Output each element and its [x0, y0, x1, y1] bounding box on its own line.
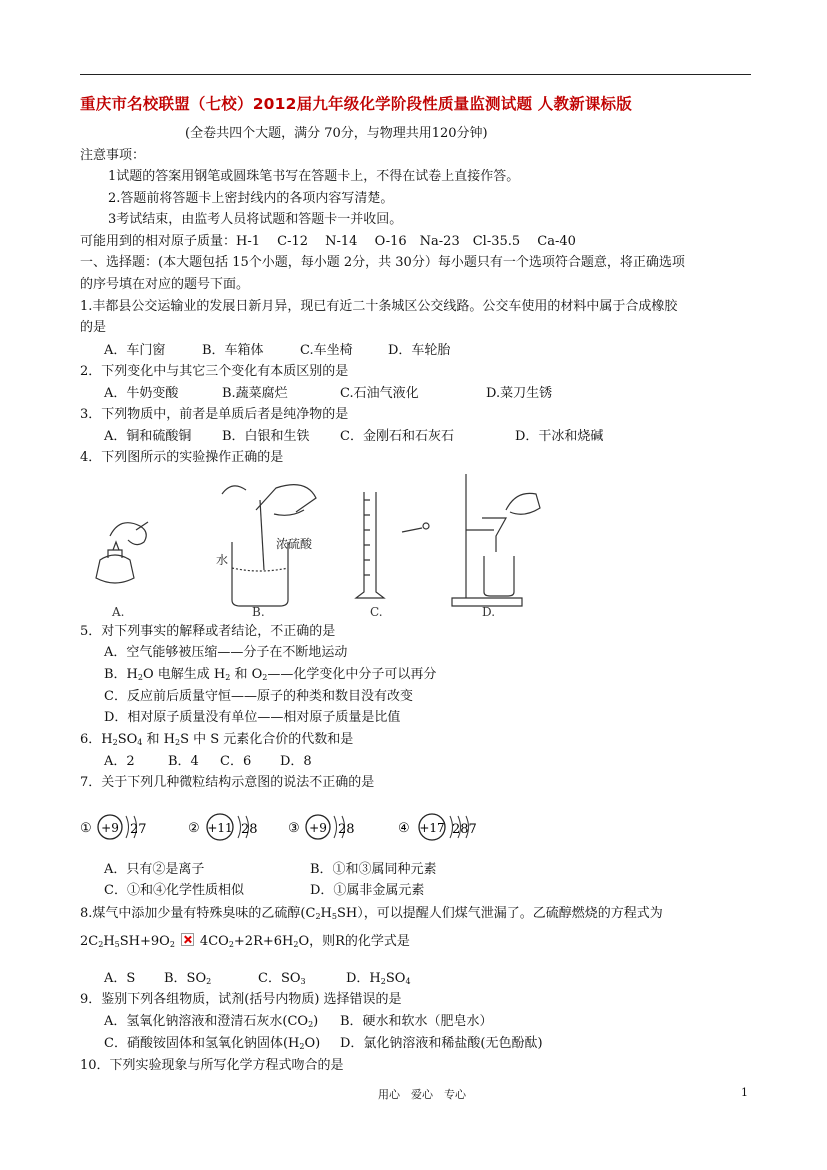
svg-text:+9: +9: [309, 821, 327, 835]
svg-text:+11: +11: [207, 821, 233, 835]
option-b: B．硬水和软水（肥皂水）: [340, 1014, 493, 1029]
water-label: 水: [216, 553, 229, 567]
atom-diagram-2: [188, 814, 258, 840]
option-d: D．氯化钠溶液和稀盐酸(无色酚酞): [340, 1036, 543, 1051]
option-d: D．8: [280, 754, 312, 769]
question-8-stem: 8.煤气中添加少量有特殊臭味的乙硫醇$(C_2H_5SH)$，可以提醒人们煤气泄漏了。乙硫醇燃烧的方程式为: [80, 906, 663, 921]
svg-text:+17: +17: [419, 821, 445, 835]
question-1-stem: 1.丰都县公交运输业的发展日新月异，现已有近二十条城区公交线路。公交车使用的材料中属于合成橡胶: [80, 299, 678, 314]
page-subtitle: (全卷共四个大题，满分 70分，与物理共用120分钟): [185, 126, 488, 141]
option-b: B．白银和生铁: [222, 429, 310, 444]
svg-text:28: 28: [338, 822, 355, 837]
question-5-option-a: A．空气能够被压缩——分子在不断地运动: [104, 645, 348, 660]
figure-a-alcohol-lamp: [96, 522, 148, 583]
option-d: D．车轮胎: [388, 343, 451, 358]
svg-text:+9: +9: [101, 821, 119, 835]
question-1-options: [104, 341, 450, 361]
note-item: 1试题的答案用钢笔或圆珠笔书写在答题卡上，不得在试卷上直接作答。: [108, 169, 520, 184]
question-6-stem: 6．$H_2SO_4$ 和 $H_2S$ 中 S 元素化合价的代数和是: [80, 732, 354, 747]
option-a: A．氢氧化钠溶液和澄清石灰水$(CO_2)$: [104, 1014, 319, 1029]
question-7-row-2: [104, 881, 424, 901]
option-a: A．只有②是离子: [104, 862, 205, 877]
figure-label-b: B.: [252, 605, 265, 619]
svg-text:27: 27: [130, 822, 147, 837]
question-5-option-c: C．反应前后质量守恒——原子的种类和数目没有改变: [104, 689, 413, 704]
question-7-stem: 7．关于下列几种微粒结构示意图的说法不正确的是: [80, 775, 375, 790]
option-d: D．干冰和烧碱: [515, 429, 604, 444]
figure-label-c: C.: [370, 605, 383, 619]
section-heading: 一、选择题：(本大题包括 15个小题，每小题 2分，共 30分）每小题只有一个选项符合题意，将正确选项: [80, 255, 685, 270]
option-c: C．金刚石和石灰石: [340, 429, 454, 444]
question-2-stem: 2．下列变化中与其它三个变化有本质区别的是: [80, 364, 349, 379]
option-d: D．$H_2SO_4$: [346, 971, 411, 986]
option-d: D．①属非金属元素: [310, 883, 425, 898]
question-9-row-2: [104, 1034, 543, 1057]
figure-label-a: A.: [112, 605, 125, 619]
footer-motto: 用心 爱心 专心: [378, 1088, 466, 1101]
option-a: A．S: [104, 971, 136, 986]
figure-c-cylinder: [356, 492, 429, 598]
note-item: 2.答题前将答题卡上密封线内的各项内容写清楚。: [108, 191, 394, 206]
atom-diagram-1: [80, 815, 147, 839]
option-a: A．车门窗: [104, 343, 166, 358]
question-6-options: [104, 752, 312, 772]
svg-text:①: ①: [80, 821, 92, 836]
question-5-option-b: B．$H_2O$ 电解生成 $H_2$ 和 $O_2——$化学变化中分子可以再分: [104, 667, 437, 682]
question-1-stem-cont: 的是: [80, 320, 107, 335]
question-8-options: [104, 969, 411, 992]
question-2-options: [104, 384, 552, 404]
option-c: C．硝酸铵固体和氢氧化钠固体$(H_2O)$: [104, 1036, 321, 1051]
atom-diagram-4: [398, 814, 477, 840]
atom-structure-diagrams: [78, 808, 498, 848]
option-b: B．$SO_2$: [164, 971, 212, 986]
option-c: C.石油气液化: [340, 386, 419, 401]
svg-text:③: ③: [288, 821, 300, 836]
question-5-stem: 5．对下列事实的解释或者结论，不正确的是: [80, 624, 336, 639]
question-8-equation: $2C_2H_5SH+9O_2$ $4CO_2+2R+6H_2O$，则R的化学式是: [80, 934, 410, 949]
question-9-row-1: [104, 1012, 493, 1035]
svg-text:②: ②: [188, 821, 200, 836]
acid-label: 浓硫酸: [276, 537, 313, 551]
option-b: B．①和③属同种元素: [310, 862, 437, 877]
option-b: B．车箱体: [202, 343, 264, 358]
svg-text:287: 287: [452, 822, 477, 837]
question-7-row-1: [104, 860, 437, 880]
question-10-stem: 10．下列实验现象与所写化学方程式吻合的是: [80, 1058, 344, 1073]
question-9-stem: 9．鉴别下列各组物质，试剂(括号内物质) 选择错误的是: [80, 992, 402, 1007]
option-c: C．①和④化学性质相似: [104, 883, 244, 898]
atomic-masses: 可能用到的相对原子质量：H-1 C-12 N-14 O-16 Na-23 Cl-35.5 Ca-40: [80, 234, 576, 249]
option-a: A．牛奶变酸: [104, 386, 179, 401]
option-c: C．6: [220, 754, 252, 769]
option-d: D.菜刀生锈: [486, 386, 553, 401]
lab-operations-figure: [80, 470, 680, 620]
notes-heading: 注意事项：: [80, 148, 146, 163]
question-3-options: [104, 427, 603, 447]
figure-d-filtration: [452, 474, 540, 606]
option-c: C.车坐椅: [300, 343, 353, 358]
section-heading-cont: 的序号填在对应的题号下面。: [80, 277, 250, 292]
svg-text:④: ④: [398, 821, 410, 836]
header-rule: [80, 74, 751, 75]
page-title: 重庆市名校联盟（七校）2012届九年级化学阶段性质量监测试题 人教新课标版: [80, 95, 632, 113]
question-4-stem: 4．下列图所示的实验操作正确的是: [80, 450, 284, 465]
option-c: C．$SO_3$: [258, 971, 306, 986]
option-b: B.蔬菜腐烂: [222, 386, 288, 401]
option-b: B．4: [168, 754, 199, 769]
option-a: A．2: [104, 754, 135, 769]
page-number: 1: [741, 1086, 748, 1099]
question-5-option-d: D．相对原子质量没有单位——相对原子质量是比值: [104, 710, 401, 725]
atom-diagram-3: [288, 815, 355, 839]
option-a: A．铜和硫酸铜: [104, 429, 192, 444]
note-item: 3考试结束，由监考人员将试题和答题卡一并收回。: [108, 212, 403, 227]
broken-image-icon: [181, 933, 194, 946]
figure-label-d: D.: [482, 605, 496, 619]
svg-text:28: 28: [241, 822, 258, 837]
question-3-stem: 3．下列物质中，前者是单质后者是纯净物的是: [80, 407, 349, 422]
